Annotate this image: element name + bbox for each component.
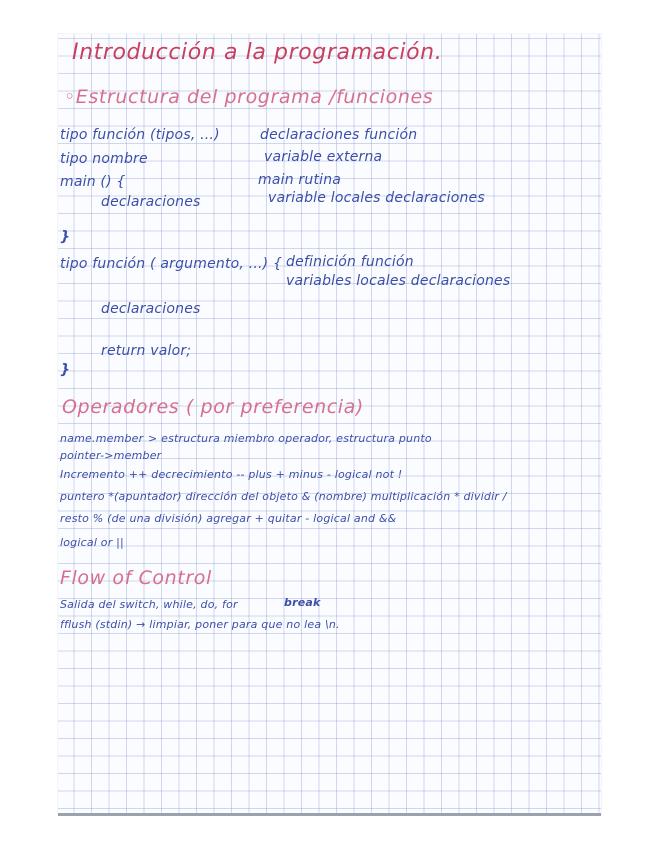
note-line: pointer->member — [60, 449, 162, 462]
note-line: declaraciones — [101, 194, 201, 210]
section-heading-flow: Flow of Control — [60, 567, 212, 589]
note-line: } — [60, 362, 71, 378]
note-line: variables locales declaraciones — [286, 273, 511, 289]
note-line: definición función — [286, 254, 414, 270]
note-line: fflush (stdin) → limpiar, poner para que no lea \n. — [60, 618, 340, 631]
page-title: Introducción a la programación. — [72, 40, 443, 65]
section-heading-estructura: ◦Estructura del programa /funciones — [64, 86, 434, 108]
note-line: main () { — [60, 174, 126, 190]
note-line: declaraciones función — [260, 127, 418, 143]
note-line: tipo nombre — [60, 151, 148, 167]
note-line: tipo función (tipos, ...) — [60, 127, 220, 143]
section-heading-operadores: Operadores ( por preferencia) — [62, 396, 364, 418]
note-line: Incremento ++ decrecimiento -- plus + minus - logical not ! — [60, 468, 403, 481]
note-line: puntero *(apuntador) dirección del objeto & (nombre) multiplicación * dividir / — [60, 490, 507, 503]
note-line: variable locales declaraciones — [268, 190, 485, 206]
note-line: break — [284, 596, 321, 609]
note-line: } — [60, 229, 71, 245]
note-line: tipo función ( argumento, ...) { — [60, 256, 283, 272]
note-line: > estructura miembro operador, estructura punto — [148, 432, 432, 445]
note-line: declaraciones — [101, 301, 201, 317]
note-line: name.member — [60, 432, 144, 445]
note-line: return valor; — [101, 343, 192, 359]
note-line: variable externa — [264, 149, 383, 165]
note-line: main rutina — [258, 172, 342, 188]
note-line: resto % (de una división) agregar + quitar - logical and && — [60, 512, 397, 525]
note-line: Salida del switch, while, do, for — [60, 598, 238, 611]
note-line: logical or || — [60, 536, 124, 549]
